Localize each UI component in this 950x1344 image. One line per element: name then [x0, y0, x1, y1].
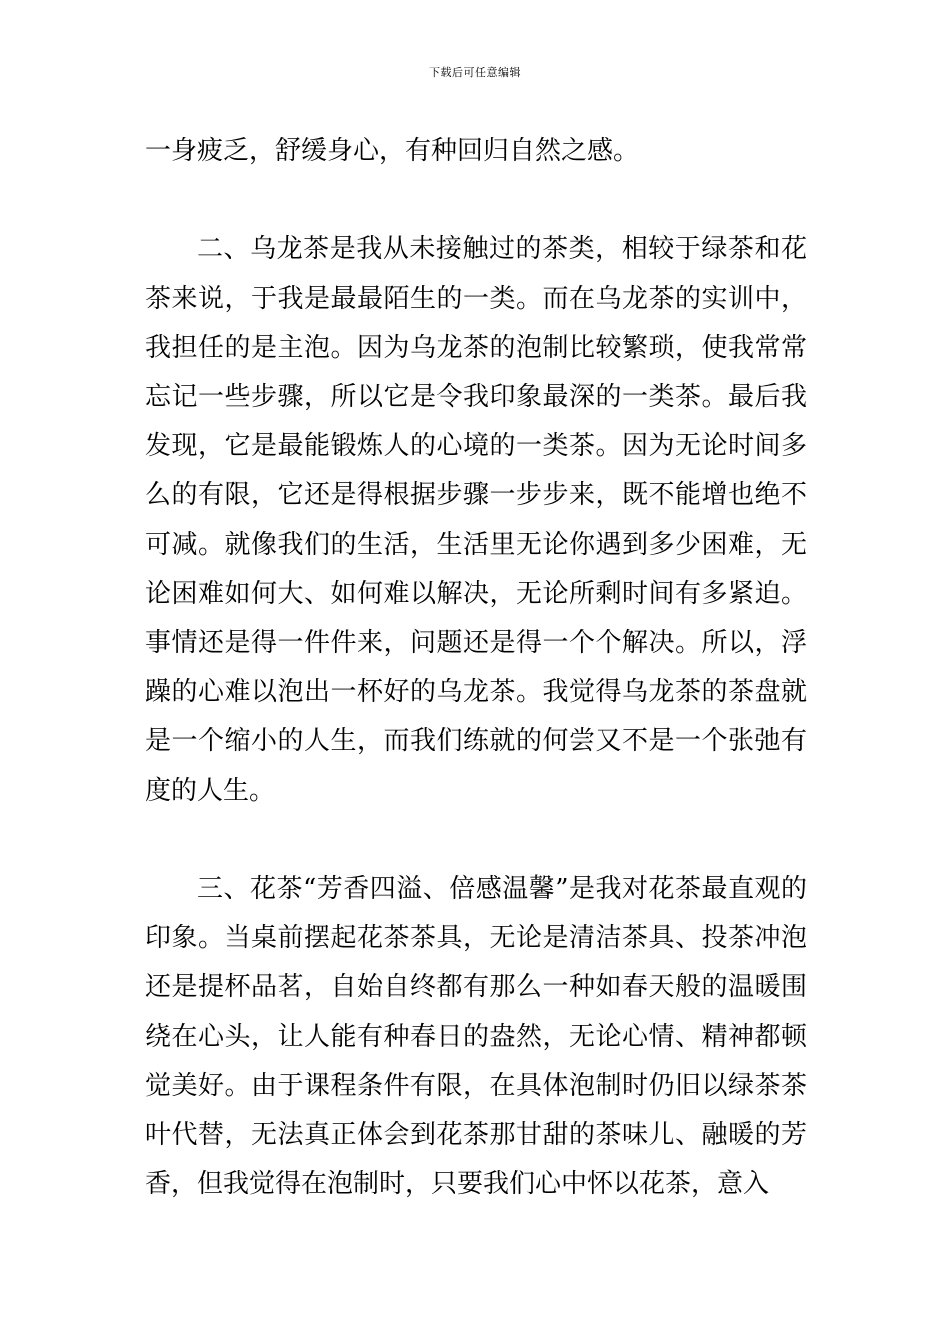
paragraph-oolong-tea: 二、乌龙茶是我从未接触过的茶类，相较于绿茶和花茶来说，于我是最最陌生的一类。而在乌龙茶的实训中，我担任的是主泡。因为乌龙茶的泡制比较繁琐，使我常常忘记一些步骤，所以它是令我印象最深的一类茶。最后我发现，它是最能锻炼人的心境的一类茶。因为无论时间多么的有限，它还是得根据步骤一步步来，既不能增也绝不可减。就像我们的生活，生活里无论你遇到多少困难，无论困难如何大、如何难以解决，无论所剩时间有多紧迫。事情还是得一件件来，问题还是得一个个解决。所以，浮躁的心难以泡出一杯好的乌龙茶。我觉得乌龙茶的茶盘就是一个缩小的人生，而我们练就的何尝又不是一个张弛有度的人生。 — [145, 234, 807, 806]
paragraph-gap — [145, 176, 807, 225]
paragraph-gap — [145, 816, 807, 865]
paragraph-continuation: 一身疲乏，舒缓身心，有种回归自然之感。 — [145, 136, 640, 166]
document-body — [145, 127, 807, 1209]
paragraph-flower-tea: 三、花茶“芳香四溢、倍感温馨”是我对花茶最直观的印象。当桌前摆起花茶茶具，无论是清洁茶具、投茶冲泡还是提杯品茗，自始自终都有那么一种如春天般的温暖围绕在心头，让人能有种春日的盎然，无论心情、精神都顿觉美好。由于课程条件有限，在具体泡制时仍旧以绿茶茶叶代替，无法真正体会到花茶那甘甜的茶味儿、融暖的芳香，但我觉得在泡制时，只要我们心中怀以花茶，意入 — [145, 874, 807, 1200]
header-note: 下载后可任意编辑 — [429, 66, 521, 79]
